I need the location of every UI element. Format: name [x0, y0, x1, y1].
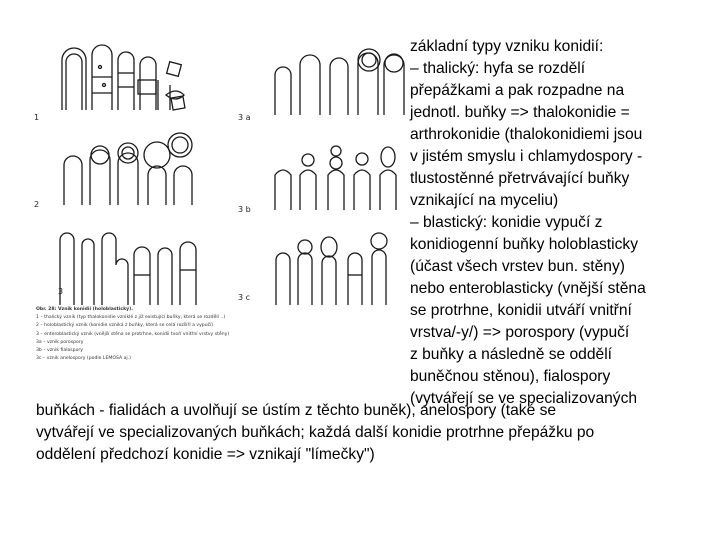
enteroblastic-group: [60, 233, 196, 305]
body-text-right: základní typy vzniku konidií: – thalický: hyfa se rozdělí přepážkami a pak rozpadne na jednotl. buňky => thalokonidie = arthrokonidie (thalokonidiemi jsou v jistém smyslu i chlamydospory - tlustostěnné přetrvávající buňky vznikající na myceliu) – blastický: konidie vypučí z konidiogenní buňky holoblasticky (účast všech vrstev bun. stěny) nebo enteroblasticky (vnější stěna se protrhne, konidii utváří vnitřní vrstva/-y/) => porospory (vypučí z buňky a následně se oddělí buněčnou stěnou), fialospory (vytvářejí se ve specializovaných: [410, 38, 646, 407]
figure-legend: [36, 306, 396, 363]
figure-label-3b: 3 b: [238, 205, 251, 214]
legend-row: 3c – vznik anelospory (podle LEMOSA aj.): [36, 356, 131, 362]
legend-caption: Obr. 28: Vznik konidií (holoblastický).: [36, 307, 134, 312]
figure-label-2: 2: [34, 200, 40, 209]
legend-row: 1 – thalický vznik (typ thalokonidie vzniklé z již existující buňky, která se rozdělí ..): [36, 315, 226, 321]
legend-row: 3 – enteroblastický vznik (vnější stěna se protrhne, konidii tvoří vnitřní vrstvy stěny): [36, 331, 230, 337]
phialoconidia-group: [275, 146, 396, 210]
annelloconidia-group: [276, 233, 387, 305]
legend-row: 3b – vznik fialospory: [36, 348, 84, 354]
body-text-bottom: buňkách - fialidách a uvolňují se ústím z těchto buněk), anelospory (také se vytvářejí ve specializovaných buňkách; každá další konidie protrhne přepážku po oddělení předchozí konidie => vznikají "límečky"): [36, 402, 595, 463]
figure-label-3: 3: [58, 287, 64, 296]
figure-label-3c: 3 c: [238, 293, 251, 302]
poroconidia-group: [275, 49, 404, 115]
conidia-drawing: [30, 35, 405, 315]
legend-row: 2 – holoblastický vznik (konidie vzniká z buňky, která se celá rozšíří a vypučí): [36, 323, 214, 329]
figure-label-3a: 3 a: [238, 113, 251, 122]
figure-label-1: 1: [34, 113, 40, 122]
legend-row: 3a – vznik porospory: [36, 339, 84, 345]
thallic-hyphae-group: [62, 45, 185, 110]
holoblastic-group: [64, 133, 192, 205]
